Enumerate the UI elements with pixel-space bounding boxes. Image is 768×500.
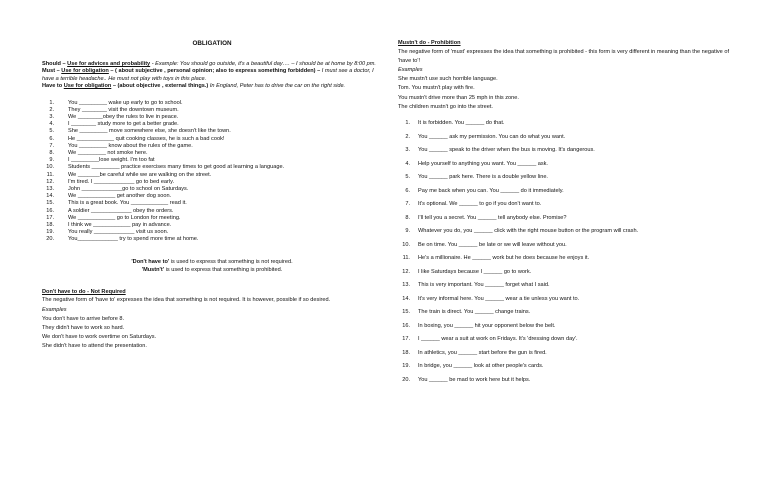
exercise-item [398, 306, 738, 320]
exercise-number: 2. [49, 106, 54, 113]
exercise-item [42, 200, 382, 207]
exercise-item [398, 198, 738, 212]
exercise-text: I _________lose weight. I'm too fat [68, 157, 155, 164]
exercise-number: 17. [46, 214, 54, 221]
exercise-text: You _________ wake up early to go to school. [68, 99, 183, 106]
exercise-text: You_____________ try to spend more time at home. [68, 236, 199, 243]
mustnt-examples-label: Examples [398, 67, 423, 73]
exercise-item [42, 193, 382, 200]
exercise-item [398, 225, 738, 239]
exercise-number: 10. [46, 164, 54, 171]
exercise-text: We _________ not smoke here. [68, 150, 148, 157]
exercise-text: Be on time. You ______ be late or we will leave without you. [418, 241, 567, 248]
exercise-text: We ____________ get another dog soon. [68, 193, 172, 200]
exercise-number: 3. [405, 147, 410, 154]
exercise-text: I ________ study more to get a better grade. [68, 121, 179, 128]
note-dont-have-to [42, 258, 382, 267]
note-mustnt-term: 'Mustn't' [141, 267, 165, 274]
exercise-item [398, 333, 738, 347]
note-dont-have-to-term: 'Don't have to' [131, 258, 170, 265]
exercise-text: They ________ visit the downtown museum. [68, 106, 179, 113]
exercise-text: It's optional. We ______ to go if you don't want to. [418, 201, 542, 208]
exercise-item [398, 158, 738, 172]
exercise-item [42, 157, 382, 164]
example-sentence: We don't have to work overtime on Saturdays. [42, 334, 157, 341]
exercise-item [42, 179, 382, 186]
exercise-item [42, 229, 382, 236]
exercise-item [398, 131, 738, 145]
example-sentence: Tom. You mustn't play with fire. [398, 85, 475, 92]
must-desc: – ( about subjective , personal opinion; also to express something forbidden) – [108, 68, 321, 75]
exercise-number: 15. [46, 200, 54, 207]
note-mustnt-text: is used to express that something is prohibited. [164, 267, 283, 274]
exercise-number: 12. [46, 178, 54, 185]
exercise-item [42, 100, 382, 107]
haveto-label: Have to [42, 83, 64, 90]
exercise-number: 1. [49, 99, 54, 106]
exercise-text: Whatever you do, you ______ click with the right mouse button or the program will crash. [418, 228, 639, 235]
exercise-text: You ______ speak to the driver when the bus is moving. It's dangerous. [418, 147, 595, 154]
exercise-number: 3. [49, 114, 54, 121]
exercise-number: 6. [405, 187, 410, 194]
dont-have-to-body: The negative form of 'have to' expresses the idea that something is not required. It is however, possible if so desired. [42, 297, 331, 304]
exercise-text: I like Saturdays because I ______ go to work. [418, 268, 532, 275]
exercise-text: We ____________ go to London for meeting. [68, 214, 181, 221]
example-sentence: The children mustn't go into the street. [398, 103, 493, 110]
exercise-number: 5. [49, 128, 54, 135]
exercise-item [42, 150, 382, 157]
exercise-number: 2. [405, 133, 410, 140]
exercise-text: We ________obey the rules to live in peace. [68, 114, 179, 121]
exercise-item [42, 215, 382, 222]
exercise-item [42, 222, 382, 229]
right-column [398, 40, 738, 387]
exercise-number: 7. [49, 142, 54, 149]
exercise-number: 1. [405, 120, 410, 127]
exercise-number: 19. [402, 363, 410, 370]
haveto-rule [42, 83, 382, 90]
exercise-text: He's a millionaire. He ______ work but he does because he enjoys it. [418, 255, 590, 262]
exercise-text: Students _________ practice exercises many times to get good at learning a language. [68, 164, 285, 171]
exercise-item [398, 293, 738, 307]
must-example: I must see a doctor, I have a terrible headache.. He must not play with toys in this place. [42, 68, 374, 82]
exercise-text: I'm tired. I _____________ go to bed early. [68, 178, 175, 185]
exercise-number: 8. [405, 214, 410, 221]
exercise-number: 9. [49, 157, 54, 164]
exercise-item [42, 236, 382, 243]
exercise-item [398, 171, 738, 185]
should-use: Use for advices and probability [67, 61, 151, 67]
obligation-exercise-list [42, 100, 382, 244]
exercise-item [398, 266, 738, 280]
exercise-number: 4. [49, 121, 54, 128]
exercise-number: 4. [405, 160, 410, 167]
exercise-number: 11. [46, 171, 54, 178]
exercise-number: 13. [46, 186, 54, 193]
exercise-number: 19. [46, 229, 54, 236]
exercise-text: I ______ wear a suit at work on Fridays. It's 'dressing down day'. [418, 336, 578, 343]
example-sentence: They didn't have to work so hard. [42, 325, 125, 332]
exercise-text: John _____________go to school on Saturdays. [68, 186, 189, 193]
exercise-text: Help yourself to anything you want. You ______ ask. [418, 160, 548, 167]
exercise-text: You ______ be mad to work here but it helps. [418, 376, 531, 383]
exercise-item [398, 320, 738, 334]
example-sentence: You mustn't drive more than 25 mph in this zone. [398, 94, 519, 101]
exercise-text: You _________ know about the rules of the game. [68, 142, 193, 149]
haveto-use: Use for obligation [63, 83, 112, 90]
exercise-number: 12. [402, 268, 410, 275]
dont-have-to-examples [42, 315, 382, 352]
exercise-item [42, 114, 382, 121]
exercise-item [42, 186, 382, 193]
exercise-item [42, 208, 382, 215]
exercise-number: 13. [402, 282, 410, 289]
exercise-item [398, 374, 738, 388]
exercise-text: He ____________ quit cooking classes, he is such a bad cook! [68, 135, 225, 142]
exercise-item [398, 360, 738, 374]
exercise-text: You ______ ask my permission. You can do what you want. [418, 133, 566, 140]
must-label: Must – [42, 68, 62, 75]
exercise-text: I'll tell you a secret. You ______ tell anybody else. Promise? [418, 214, 567, 221]
should-rule [42, 61, 382, 68]
exercise-text: The train is direct. You ______ change trains. [418, 309, 531, 316]
mustnt-examples [398, 75, 738, 112]
exercise-item [398, 347, 738, 361]
example-sentence: She mustn't use such horrible language. [398, 76, 498, 83]
exercise-number: 9. [405, 228, 410, 235]
exercise-number: 20. [402, 376, 410, 383]
exercise-number: 20. [46, 236, 54, 243]
exercise-number: 14. [402, 295, 410, 302]
exercise-number: 5. [405, 174, 410, 181]
exercise-item [42, 136, 382, 143]
exercise-text: You really _____________ visit us soon. [68, 229, 169, 236]
exercise-text: We _______be careful while we are walking on the street. [68, 171, 212, 178]
exercise-text: In bridge, you ______ look at other people's cards. [418, 363, 544, 370]
prohibition-exercise-list [398, 117, 738, 387]
exercise-number: 17. [402, 336, 410, 343]
should-example: - Example: You should go outside, it's a beautiful day…. – I should be at home by 8:00 pm. [150, 61, 376, 67]
exercise-item [42, 128, 382, 135]
dont-have-to-heading: Don't have to do - Not Required [42, 288, 126, 295]
exercise-number: 15. [402, 309, 410, 316]
page-title: OBLIGATION [192, 40, 232, 47]
mustnt-heading: Mustn't do - Prohibition [398, 40, 461, 46]
exercise-text: In athletics, you ______ start before the gun is fired. [418, 349, 547, 356]
exercise-number: 16. [46, 207, 54, 214]
exercise-text: It's very informal here. You ______ wear a tie unless you want to. [418, 295, 580, 302]
exercise-number: 8. [49, 150, 54, 157]
note-mustnt [42, 266, 382, 275]
exercise-number: 14. [46, 193, 54, 200]
exercise-number: 7. [405, 201, 410, 208]
exercise-text: It is forbidden. You ______ do that. [418, 120, 505, 127]
should-label: Should – [42, 61, 68, 67]
exercise-number: 18. [402, 349, 410, 356]
exercise-text: Pay me back when you can. You ______ do it immediately. [418, 187, 564, 194]
exercise-item [398, 252, 738, 266]
must-use: Use for obligation [61, 68, 109, 75]
exercise-text: This is very important. You ______ forget what I said. [418, 282, 550, 289]
exercise-item [398, 279, 738, 293]
exercise-item [398, 212, 738, 226]
exercise-number: 16. [402, 322, 410, 329]
exercise-item [42, 143, 382, 150]
exercise-number: 10. [402, 241, 410, 248]
example-sentence: She didn't have to attend the presentation. [42, 343, 147, 350]
haveto-desc: – (about objective , external things.) [111, 83, 209, 90]
exercise-item [398, 117, 738, 131]
must-rule [42, 68, 382, 83]
exercise-item [398, 185, 738, 199]
exercise-item [42, 107, 382, 114]
summary-notes [42, 258, 382, 275]
example-sentence: You don't have to arrive before 8. [42, 315, 125, 322]
exercise-item [42, 121, 382, 128]
exercise-number: 6. [49, 135, 54, 142]
exercise-item [42, 172, 382, 179]
note-dont-have-to-text: is used to express that something is not required. [169, 258, 293, 265]
exercise-text: In boxing, you ______ hit your opponent below the belt. [418, 322, 556, 329]
exercise-text: This is a great book. You ____________ read it. [68, 200, 187, 207]
mustnt-body: The negative form of 'must' expresses the idea that something is prohibited - this form is very different in meaning than the negative of 'have to'! [398, 48, 729, 64]
exercise-text: She _________ move somewhere else, she doesn't like the town. [68, 128, 231, 135]
exercise-item [398, 239, 738, 253]
exercise-number: 18. [46, 222, 54, 229]
exercise-number: 11. [402, 255, 410, 262]
haveto-example: In England, Peter has to drive the car on the right side. [208, 83, 346, 90]
exercise-text: A soldier _____________ obey the orders. [68, 207, 174, 214]
exercise-text: You ______ park here. There is a double yellow line. [418, 174, 548, 181]
exercise-item [42, 164, 382, 171]
left-column [42, 40, 382, 352]
dont-have-to-examples-label: Examples [42, 306, 67, 313]
exercise-text: I think we ____________ pay in advance. [68, 222, 172, 229]
exercise-item [398, 144, 738, 158]
